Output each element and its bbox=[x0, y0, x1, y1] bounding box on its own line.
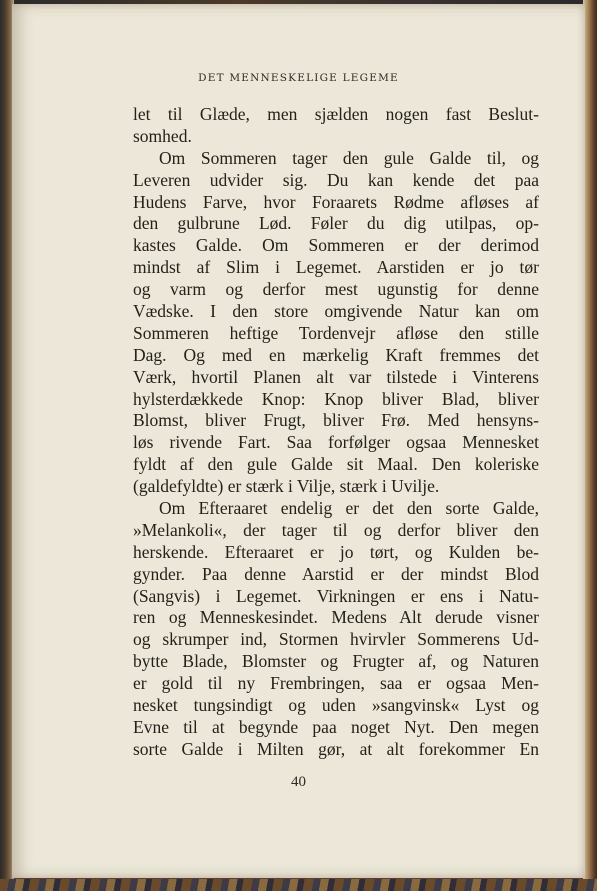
page-paper bbox=[12, 4, 585, 878]
text-line: Værk, hvortil Planen alt var tilstede i Vinterens bbox=[133, 366, 539, 387]
text-line: Blomst, bliver Frugt, bliver Frø. Med hensyns- bbox=[133, 410, 539, 431]
text-line: Leveren udvider sig. Du kan kende det paa bbox=[133, 169, 539, 190]
text-line: nesket tungsindigt og uden »sangvinsk« Lyst og bbox=[133, 695, 539, 716]
book-fore-edge bbox=[583, 0, 597, 891]
text-line: somhed. bbox=[133, 125, 192, 146]
text-line: bytte Blade, Blomster og Frugter af, og Naturen bbox=[133, 651, 539, 672]
text-line: Om Sommeren tager den gule Galde til, og bbox=[159, 147, 539, 168]
text-line: gynder. Paa denne Aarstid er der mindst Blod bbox=[133, 563, 539, 584]
text-line: og skrumper ind, Stormen hvirvler Sommerens Ud- bbox=[133, 629, 539, 650]
text-line: kastes Galde. Om Sommeren er der derimod bbox=[133, 235, 539, 256]
text-line: løs rivende Fart. Saa forfølger ogsaa Mennesket bbox=[133, 432, 539, 453]
text-line: fyldt af den gule Galde sit Maal. Den koleriske bbox=[133, 454, 539, 475]
text-line: hylsterdækkede Knop: Knop bliver Blad, bliver bbox=[133, 388, 539, 409]
text-line: og varm og derfor mest ugunstig for denne bbox=[133, 279, 539, 300]
text-line: Vædske. I den store omgivende Natur kan om bbox=[133, 301, 539, 322]
text-line: Evne til at begynde paa noget Nyt. Den megen bbox=[133, 716, 539, 737]
body-text bbox=[133, 104, 539, 761]
running-head: DET MENNESKELIGE LEGEME bbox=[198, 72, 399, 84]
text-line: den gulbrune Lød. Føler du dig utilpas, op- bbox=[133, 213, 539, 234]
page-number: 40 bbox=[291, 774, 306, 790]
text-line: »Melankoli«, der tager til og derfor bliver den bbox=[133, 519, 539, 540]
text-line: er gold til ny Frembringen, saa er ogsaa Men- bbox=[133, 673, 539, 694]
text-line: Dag. Og med en mærkelig Kraft fremmes det bbox=[133, 344, 539, 365]
text-line: Hudens Farve, hvor Foraarets Rødme afløses af bbox=[133, 191, 539, 212]
text-line: herskende. Efteraaret er jo tørt, og Kulden be- bbox=[133, 541, 539, 562]
text-line: Sommeren heftige Tordenvejr afløse den stille bbox=[133, 322, 539, 343]
text-line: ren og Menneskesindet. Medens Alt derude visner bbox=[133, 607, 539, 628]
text-line: Om Efteraaret endelig er det den sorte Galde, bbox=[159, 498, 539, 519]
text-line: (Sangvis) i Legemet. Virkningen er ens i Natu- bbox=[133, 585, 539, 606]
book-binding-bottom bbox=[0, 879, 597, 891]
text-line: let til Glæde, men sjælden nogen fast Beslut- bbox=[133, 104, 539, 124]
text-line: (galdefyldte) er stærk i Vilje, stærk i Uvilje. bbox=[133, 476, 440, 497]
text-line: sorte Galde i Milten gør, at alt forekommer En bbox=[133, 738, 539, 759]
text-line: mindst af Slim i Legemet. Aarstiden er jo tør bbox=[133, 257, 539, 278]
